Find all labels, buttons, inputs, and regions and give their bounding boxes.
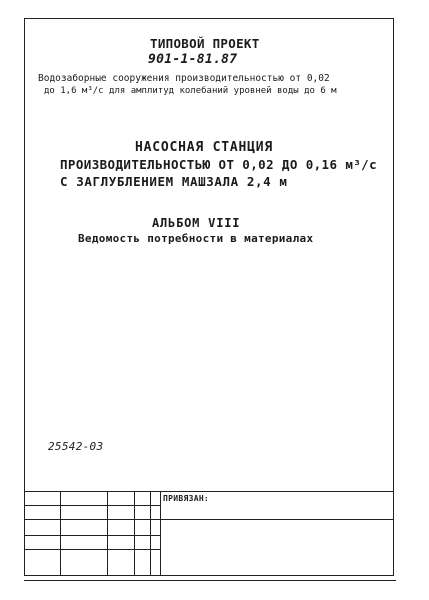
album-subtitle: Ведомость потребности в материалах bbox=[78, 232, 314, 245]
stamp-row-line bbox=[24, 549, 160, 550]
project-label: ТИПОВОЙ ПРОЕКТ bbox=[150, 36, 260, 51]
album-number: АЛЬБОМ VIII bbox=[152, 216, 241, 230]
bottom-frame-line bbox=[24, 580, 396, 581]
inventory-number: 25542-03 bbox=[48, 440, 104, 453]
stamp-row-line bbox=[24, 535, 160, 536]
title-line-3: С ЗАГЛУБЛЕНИЕМ МАШЗАЛА 2,4 м bbox=[60, 174, 288, 189]
stamp-row-line bbox=[24, 519, 394, 520]
title-block-stamp bbox=[24, 491, 394, 576]
title-line-2: ПРОИЗВОДИТЕЛЬНОСТЬЮ ОТ 0,02 ДО 0,16 м³/с bbox=[60, 157, 378, 172]
title-line-1: НАСОСНАЯ СТАНЦИЯ bbox=[135, 140, 274, 155]
project-number: 901-1-81.87 bbox=[148, 52, 238, 67]
stamp-row-line bbox=[24, 505, 160, 506]
description-line-1: Водозаборные сооружения производительностью от 0,02 bbox=[38, 73, 330, 84]
description-line-2: до 1,6 м³/с для амплитуд колебаний уровней воды до 6 м bbox=[44, 86, 337, 96]
stamp-label: ПРИВЯЗАН: bbox=[163, 494, 210, 503]
stamp-divider bbox=[160, 492, 161, 576]
